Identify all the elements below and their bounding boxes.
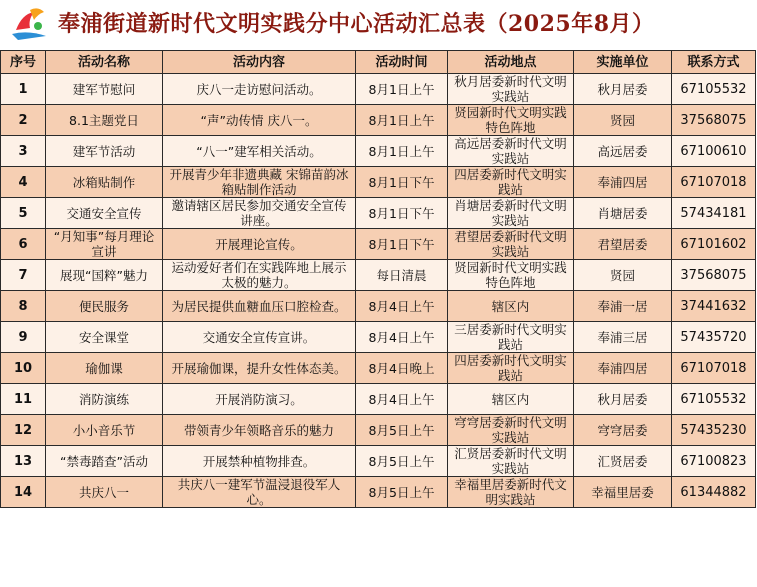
col-header-name: 活动名称	[46, 51, 163, 74]
row-number: 14	[1, 477, 46, 508]
contact-phone: 57435230	[672, 415, 756, 446]
activity-content: “八一”建军相关活动。	[163, 136, 356, 167]
activity-time: 8月1日下午	[356, 229, 448, 260]
activity-time: 8月4日上午	[356, 384, 448, 415]
activity-place: 高远居委新时代文明实践站	[448, 136, 574, 167]
activity-place: 贤园新时代文明实践特色阵地	[448, 105, 574, 136]
activity-time: 8月5日上午	[356, 415, 448, 446]
activity-content: 开展消防演习。	[163, 384, 356, 415]
implementing-unit: 穹穹居委	[574, 415, 672, 446]
activity-time: 8月1日下午	[356, 198, 448, 229]
activity-time: 每日清晨	[356, 260, 448, 291]
implementing-unit: 君望居委	[574, 229, 672, 260]
activity-content: 为居民提供血糖血压口腔检查。	[163, 291, 356, 322]
table-header-row	[1, 51, 756, 74]
activity-time: 8月5日上午	[356, 446, 448, 477]
table-row	[1, 198, 756, 229]
activity-time: 8月5日上午	[356, 477, 448, 508]
col-header-content: 活动内容	[163, 51, 356, 74]
contact-phone: 67100610	[672, 136, 756, 167]
activity-time: 8月4日上午	[356, 322, 448, 353]
contact-phone: 61344882	[672, 477, 756, 508]
row-number: 5	[1, 198, 46, 229]
contact-phone: 67107018	[672, 167, 756, 198]
activity-time: 8月1日上午	[356, 74, 448, 105]
row-number: 8	[1, 291, 46, 322]
activity-content: 开展禁种植物排查。	[163, 446, 356, 477]
implementing-unit: 秋月居委	[574, 384, 672, 415]
implementing-unit: 秋月居委	[574, 74, 672, 105]
activity-name: 便民服务	[46, 291, 163, 322]
activity-place: 肖塘居委新时代文明实践站	[448, 198, 574, 229]
activity-place: 汇贤居委新时代文明实践站	[448, 446, 574, 477]
contact-phone: 57434181	[672, 198, 756, 229]
contact-phone: 67107018	[672, 353, 756, 384]
activity-name: 消防演练	[46, 384, 163, 415]
table-row	[1, 446, 756, 477]
activity-name: 瑜伽课	[46, 353, 163, 384]
activity-time: 8月1日上午	[356, 136, 448, 167]
activity-content: 带领青少年领略音乐的魅力	[163, 415, 356, 446]
table-row	[1, 384, 756, 415]
table-body	[1, 74, 756, 508]
contact-phone: 57435720	[672, 322, 756, 353]
activity-place: 四居委新时代文明实践站	[448, 353, 574, 384]
table-row	[1, 322, 756, 353]
table-row	[1, 291, 756, 322]
activity-table	[0, 50, 756, 508]
col-header-no: 序号	[1, 51, 46, 74]
row-number: 13	[1, 446, 46, 477]
activity-content: 开展青少年非遗典藏 宋锦苗韵冰箱贴制作活动	[163, 167, 356, 198]
activity-name: “月知事”每月理论宣讲	[46, 229, 163, 260]
table-row	[1, 229, 756, 260]
implementing-unit: 奉浦一居	[574, 291, 672, 322]
implementing-unit: 贤园	[574, 105, 672, 136]
activity-name: 展现“国粹”魅力	[46, 260, 163, 291]
activity-place: 辖区内	[448, 291, 574, 322]
row-number: 11	[1, 384, 46, 415]
activity-place: 贤园新时代文明实践特色阵地	[448, 260, 574, 291]
row-number: 1	[1, 74, 46, 105]
col-header-unit: 实施单位	[574, 51, 672, 74]
implementing-unit: 汇贤居委	[574, 446, 672, 477]
activity-content: 开展瑜伽课，提升女性体态美。	[163, 353, 356, 384]
activity-content: 庆八一走访慰问活动。	[163, 74, 356, 105]
activity-content: 邀请辖区居民参加交通安全宣传讲座。	[163, 198, 356, 229]
page-title: 奉浦街道新时代文明实践分中心活动汇总表（2025年8月）	[58, 11, 655, 37]
implementing-unit: 贤园	[574, 260, 672, 291]
activity-content: 交通安全宣传宣讲。	[163, 322, 356, 353]
contact-phone: 67105532	[672, 74, 756, 105]
row-number: 3	[1, 136, 46, 167]
col-header-time: 活动时间	[356, 51, 448, 74]
implementing-unit: 奉浦四居	[574, 167, 672, 198]
title-bar	[0, 0, 757, 50]
civilization-logo-icon	[8, 4, 50, 46]
activity-time: 8月4日晚上	[356, 353, 448, 384]
implementing-unit: 高远居委	[574, 136, 672, 167]
implementing-unit: 幸福里居委	[574, 477, 672, 508]
activity-name: 建军节慰问	[46, 74, 163, 105]
activity-place: 君望居委新时代文明实践站	[448, 229, 574, 260]
contact-phone: 67101602	[672, 229, 756, 260]
table-row	[1, 136, 756, 167]
activity-place: 秋月居委新时代文明实践站	[448, 74, 574, 105]
table-row	[1, 167, 756, 198]
activity-name: 安全课堂	[46, 322, 163, 353]
table-row	[1, 105, 756, 136]
contact-phone: 67105532	[672, 384, 756, 415]
table-row	[1, 260, 756, 291]
activity-name: 建军节活动	[46, 136, 163, 167]
contact-phone: 37568075	[672, 260, 756, 291]
activity-place: 穹穹居委新时代文明实践站	[448, 415, 574, 446]
contact-phone: 37441632	[672, 291, 756, 322]
activity-name: 共庆八一	[46, 477, 163, 508]
activity-place: 幸福里居委新时代文明实践站	[448, 477, 574, 508]
row-number: 12	[1, 415, 46, 446]
activity-content: 开展理论宣传。	[163, 229, 356, 260]
implementing-unit: 奉浦四居	[574, 353, 672, 384]
activity-place: 辖区内	[448, 384, 574, 415]
activity-name: 8.1主题党日	[46, 105, 163, 136]
activity-place: 三居委新时代文明实践站	[448, 322, 574, 353]
activity-time: 8月1日上午	[356, 105, 448, 136]
activity-name: 交通安全宣传	[46, 198, 163, 229]
activity-name: 冰箱贴制作	[46, 167, 163, 198]
table-row	[1, 415, 756, 446]
row-number: 7	[1, 260, 46, 291]
contact-phone: 67100823	[672, 446, 756, 477]
row-number: 2	[1, 105, 46, 136]
activity-content: “声”动传情 庆八一。	[163, 105, 356, 136]
row-number: 9	[1, 322, 46, 353]
col-header-phone: 联系方式	[672, 51, 756, 74]
table-row	[1, 477, 756, 508]
contact-phone: 37568075	[672, 105, 756, 136]
activity-time: 8月4日上午	[356, 291, 448, 322]
table-row	[1, 74, 756, 105]
activity-name: “禁毒踏查”活动	[46, 446, 163, 477]
activity-name: 小小音乐节	[46, 415, 163, 446]
row-number: 6	[1, 229, 46, 260]
row-number: 4	[1, 167, 46, 198]
activity-content: 共庆八一建军节温浸退役军人心。	[163, 477, 356, 508]
implementing-unit: 肖塘居委	[574, 198, 672, 229]
col-header-place: 活动地点	[448, 51, 574, 74]
row-number: 10	[1, 353, 46, 384]
table-row	[1, 353, 756, 384]
activity-time: 8月1日下午	[356, 167, 448, 198]
activity-place: 四居委新时代文明实践站	[448, 167, 574, 198]
implementing-unit: 奉浦三居	[574, 322, 672, 353]
activity-content: 运动爱好者们在实践阵地上展示太极的魅力。	[163, 260, 356, 291]
